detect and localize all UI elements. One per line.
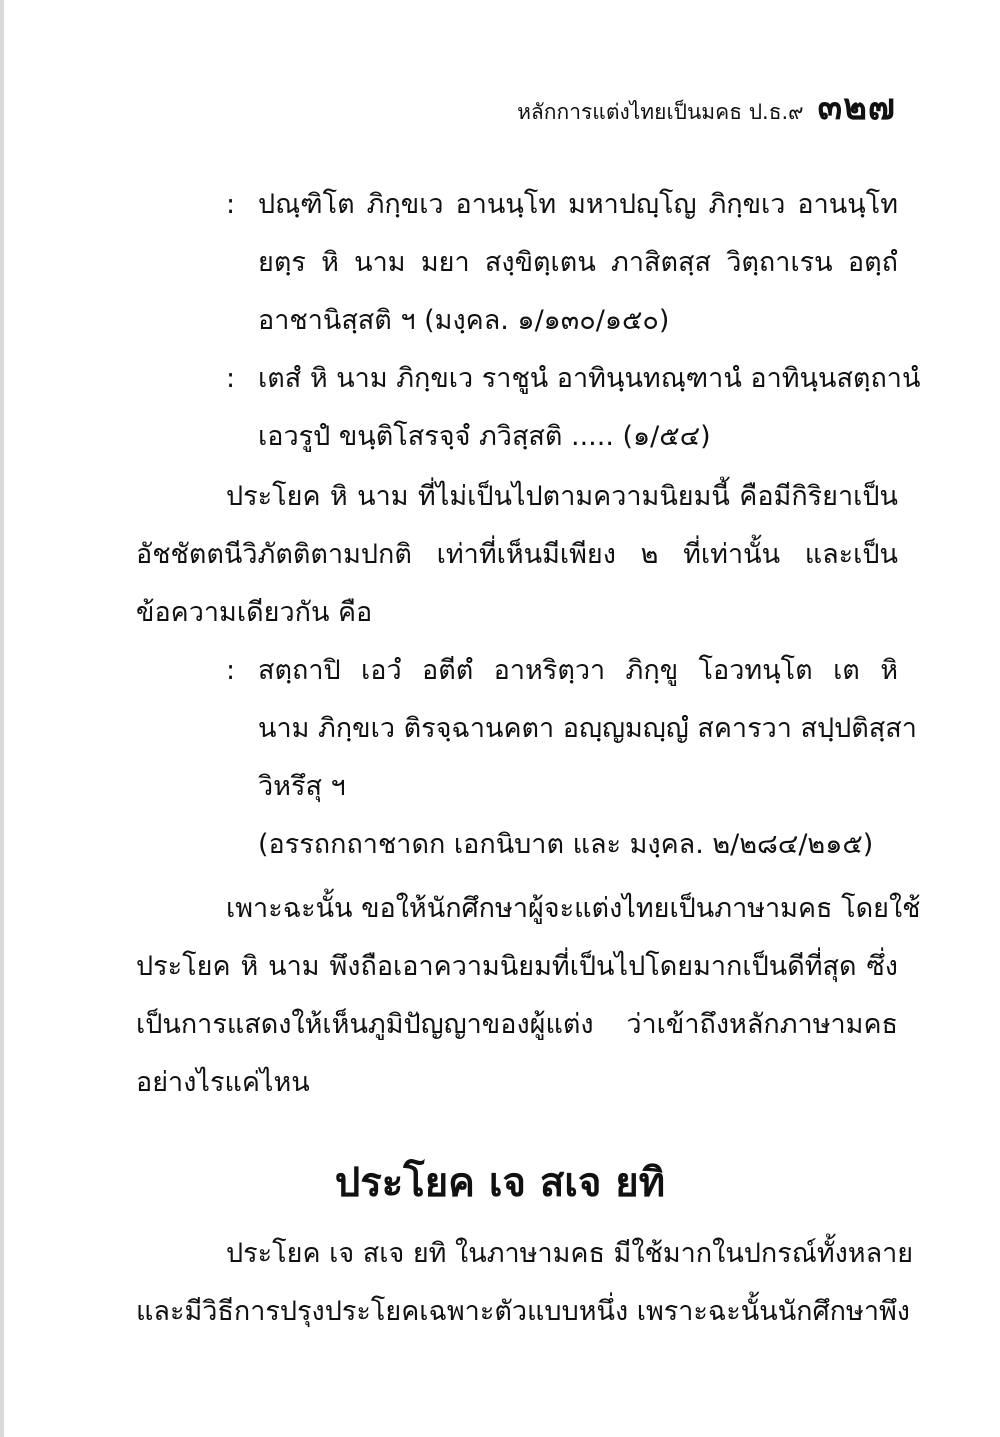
- paragraph-line: ประโยค เจ สเจ ยทิ ในภาษามคธ มีใช้มากในปกรณ์ทั้งหลาย: [226, 1238, 914, 1269]
- paragraph-1: [136, 468, 898, 642]
- quote-line: อาชานิสฺสติ ฯ (มงฺคล. ๑/๑๓๐/๑๕๐): [258, 305, 670, 336]
- section-heading: ประโยค เจ สเจ ยทิ: [334, 1160, 666, 1206]
- quote-citation: (อรรถกถาชาดก เอกนิบาต และ มงฺคล. ๒/๒๘๔/๒๑๕): [258, 829, 874, 860]
- paragraph-line: และมีวิธีการปรุงประโยคเฉพาะตัวแบบหนึ่ง เพราะฉะนั้นนักศึกษาพึง: [136, 1296, 910, 1327]
- paragraph-line: ประโยค หิ นาม ที่ไม่เป็นไปตามความนิยมนี้ คือมีกิริยาเป็น: [226, 481, 898, 512]
- paragraph-line: เป็นการแสดงให้เห็นภูมิปัญญาของผู้แต่ง ว่าเข้าถึงหลักภาษามคธ: [136, 1009, 898, 1040]
- quote-line: ยตฺร หิ นาม มยา สงฺขิตฺเตน ภาสิตสฺส วิตฺถาเรน อตฺถํ: [258, 247, 898, 278]
- paragraph-line: ประโยค หิ นาม พึงถือเอาความนิยมที่เป็นไปโดยมากเป็นดีที่สุด ซึ่ง: [136, 951, 898, 982]
- paragraph-line: ข้อความเดียวกัน คือ: [136, 597, 373, 628]
- running-header: [517, 78, 896, 135]
- paragraph-line: เพาะฉะนั้น ขอให้นักศึกษาผู้จะแต่งไทยเป็นภาษามคธ โดยใช้: [226, 893, 921, 924]
- quote-line: สตฺถาปิ เอวํ อตีตํ อาหริตฺวา ภิกฺขู โอวทนฺโต เต หิ: [258, 655, 898, 686]
- quote-line: ปณฺฑิโต ภิกฺขเว อานนฺโท มหาปญฺโญ ภิกฺขเว อานนฺโท: [258, 189, 898, 220]
- quote-line: นาม ภิกฺขเว ติรจฺฉานคตา อญฺญมญฺญํ สคารวา สปฺปติสฺสา: [258, 713, 917, 744]
- paragraph-3: [136, 1225, 914, 1341]
- pali-quote-3: [226, 642, 917, 874]
- pali-quote-1: [226, 176, 898, 350]
- paragraph-line: อย่างไรแค่ไหน: [136, 1067, 310, 1098]
- paragraph-line: อัชชัตตนีวิภัตติตามปกติ เท่าที่เห็นมีเพียง ๒ ที่เท่านั้น และเป็น: [136, 539, 898, 570]
- page-number: ๓๒๗: [817, 87, 896, 128]
- quote-line: เอวรูปํ ขนฺติโสรจฺจํ ภวิสฺสติ ..... (๑/๕๔): [258, 421, 711, 452]
- page-edge: [0, 0, 4, 1437]
- paragraph-2: [136, 880, 921, 1112]
- running-title: หลักการแต่งไทยเป็นมคธ ป.ธ.๙: [517, 100, 804, 124]
- quote-marker: :: [226, 189, 236, 220]
- quote-marker: :: [226, 363, 236, 394]
- quote-line: เตสํ หิ นาม ภิกฺขเว ราชูนํ อาทินฺนทณฺฑานํ อาทินฺนสตฺถานํ: [258, 363, 921, 394]
- quote-marker: :: [226, 655, 236, 686]
- quote-line: วิหรึสุ ฯ: [258, 771, 346, 802]
- pali-quote-2: [226, 350, 921, 466]
